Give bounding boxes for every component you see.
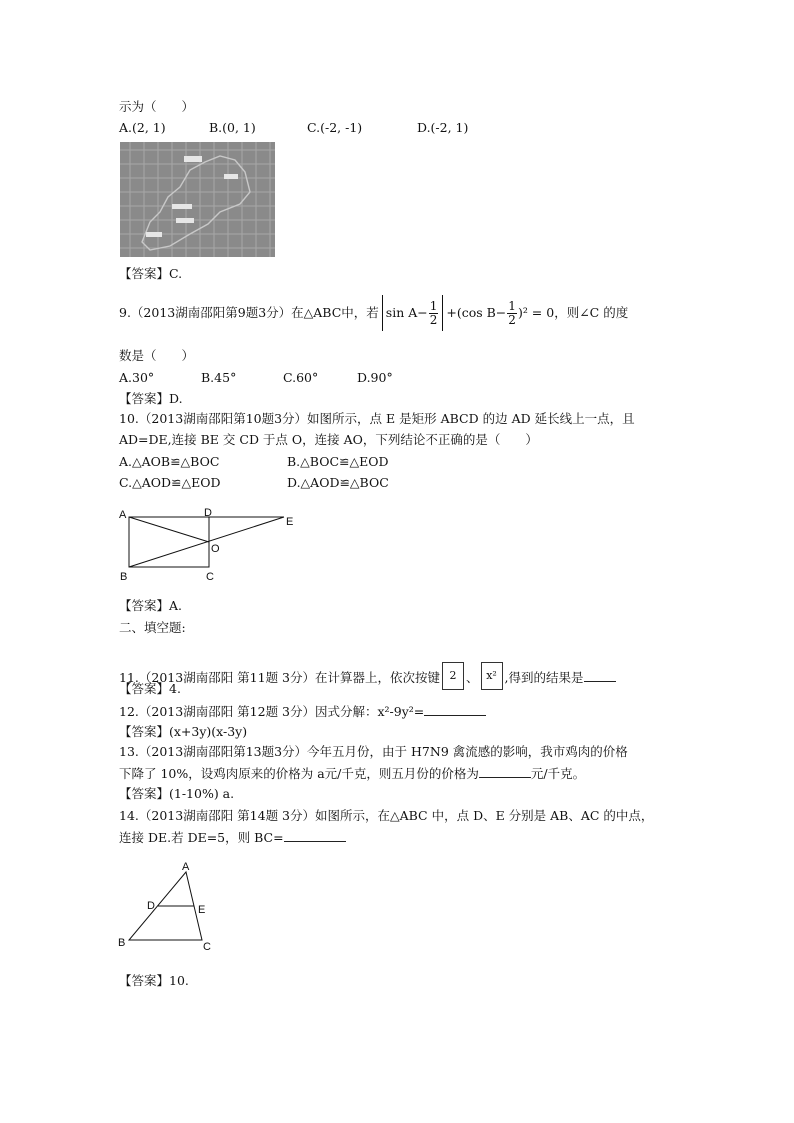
fraction-denominator: 2 bbox=[508, 312, 516, 327]
q11-separator: 、 bbox=[466, 670, 479, 685]
fraction-denominator: 2 bbox=[429, 312, 438, 327]
q10-option-d: D.△AOD≌△BOC bbox=[287, 475, 389, 490]
q14-text: 连接 DE.若 DE=5，则 BC= bbox=[119, 830, 284, 845]
q13-stem-line2 bbox=[119, 765, 585, 782]
q14-triangle-figure bbox=[112, 858, 222, 954]
label-d: D bbox=[204, 507, 212, 519]
q8-option-a: A.(2, 1) bbox=[119, 120, 166, 135]
calculator-key-x-squared: x² bbox=[481, 662, 503, 690]
fraction-numerator: 1 bbox=[429, 298, 438, 313]
q9-lead: 9.（2013湖南邵阳第9题3分）在△ABC中，若 bbox=[119, 305, 379, 320]
q9-options bbox=[119, 370, 393, 386]
q9-stem bbox=[119, 293, 628, 333]
rectangle-abcd bbox=[129, 517, 209, 567]
q10-stem-line2: AD=DE,连接 BE 交 CD 于点 O，连接 AO，下列结论不正确的是（ ） bbox=[119, 432, 538, 447]
q11-answer: 【答案】4. bbox=[119, 681, 181, 696]
q14-stem-line1: 14.（2013湖南邵阳 第14题 3分）如图所示，在△ABC 中，点 D、E 分别是 AB、AC 的中点， bbox=[119, 808, 654, 823]
label-c: C bbox=[203, 941, 211, 953]
q8-options bbox=[119, 120, 468, 136]
label-c: C bbox=[206, 571, 214, 583]
q10-options-row1 bbox=[119, 454, 388, 470]
q13-stem-line1: 13.（2013湖南邵阳第13题3分）今年五月份，由于 H7N9 禽流感的影响，我市鸡肉的价格 bbox=[119, 744, 628, 759]
q13-text-a: 下降了 10%，设鸡肉原来的价格为 a元/千克，则五月份的价格为 bbox=[119, 766, 479, 781]
q9-option-a: A.30° bbox=[119, 370, 155, 385]
q11-stem bbox=[119, 658, 616, 686]
q12-answer: 【答案】(x+3y)(x-3y) bbox=[119, 724, 248, 739]
q10-option-c: C.△AOD≌△EOD bbox=[119, 475, 221, 490]
label-b: B bbox=[118, 937, 126, 949]
q8-stem-tail: 示为（ ） bbox=[119, 99, 195, 114]
label-o: O bbox=[211, 543, 220, 555]
q9-tail: )² = 0，则∠C 的度 bbox=[517, 305, 629, 320]
q8-option-d: D.(-2, 1) bbox=[417, 120, 469, 135]
q10-answer: 【答案】A. bbox=[119, 598, 183, 613]
q9-answer: 【答案】D. bbox=[119, 391, 183, 406]
q10-option-a: A.△AOB≌△BOC bbox=[119, 454, 220, 469]
label-e: E bbox=[198, 904, 206, 916]
q9-fraction-2 bbox=[507, 300, 517, 327]
q12-stem bbox=[119, 703, 486, 720]
q8-answer: 【答案】C. bbox=[119, 266, 183, 281]
q8-option-b: B.(0, 1) bbox=[209, 120, 256, 135]
answer-blank bbox=[584, 669, 616, 682]
label-e: E bbox=[286, 516, 294, 528]
q13-answer: 【答案】(1-10%) a. bbox=[119, 786, 235, 801]
answer-blank bbox=[424, 703, 486, 716]
q10-rectangle-figure bbox=[112, 505, 302, 585]
answer-blank bbox=[479, 765, 531, 778]
q11-lead: 11.（2013湖南邵阳 第11题 3分）在计算器上，依次按键 bbox=[119, 670, 440, 685]
q12-text: 12.（2013湖南邵阳 第12题 3分）因式分解：x²-9y²= bbox=[119, 704, 425, 719]
abs-bar-right bbox=[442, 295, 443, 331]
q9-option-d: D.90° bbox=[357, 370, 393, 385]
q8-map-photo bbox=[120, 142, 275, 257]
q10-stem-line1: 10.（2013湖南邵阳第10题3分）如图所示，点 E 是矩形 ABCD 的边 AD 延长线上一点，且 bbox=[119, 411, 635, 426]
q8-option-c: C.(-2, -1) bbox=[307, 120, 363, 135]
label-a: A bbox=[182, 861, 190, 873]
q10-options-row2 bbox=[119, 475, 389, 491]
label-a: A bbox=[119, 509, 127, 521]
abs-bar-left bbox=[382, 295, 383, 331]
label-b: B bbox=[120, 571, 128, 583]
q13-text-b: 元/千克。 bbox=[530, 766, 586, 781]
q11-tail: ,得到的结果是 bbox=[504, 670, 584, 685]
q9-cos-term: +(cos B− bbox=[446, 305, 507, 320]
label-d: D bbox=[147, 900, 155, 912]
map-grid-image bbox=[120, 142, 275, 257]
q9-option-c: C.60° bbox=[283, 370, 319, 385]
section-heading-fill-in: 二、填空题: bbox=[119, 620, 186, 635]
q14-answer: 【答案】10. bbox=[119, 973, 189, 988]
q9-stem-line2: 数是（ ） bbox=[119, 348, 195, 363]
segment-ao bbox=[129, 517, 209, 542]
answer-blank bbox=[284, 829, 346, 842]
q9-option-b: B.45° bbox=[201, 370, 237, 385]
q9-fraction-1 bbox=[429, 300, 439, 327]
q14-stem-line2 bbox=[119, 829, 346, 846]
calculator-key-2: 2 bbox=[442, 662, 464, 690]
fraction-numerator: 1 bbox=[508, 298, 516, 313]
q9-sin-term: sin A− bbox=[385, 305, 428, 320]
q10-option-b: B.△BOC≌△EOD bbox=[287, 454, 389, 469]
